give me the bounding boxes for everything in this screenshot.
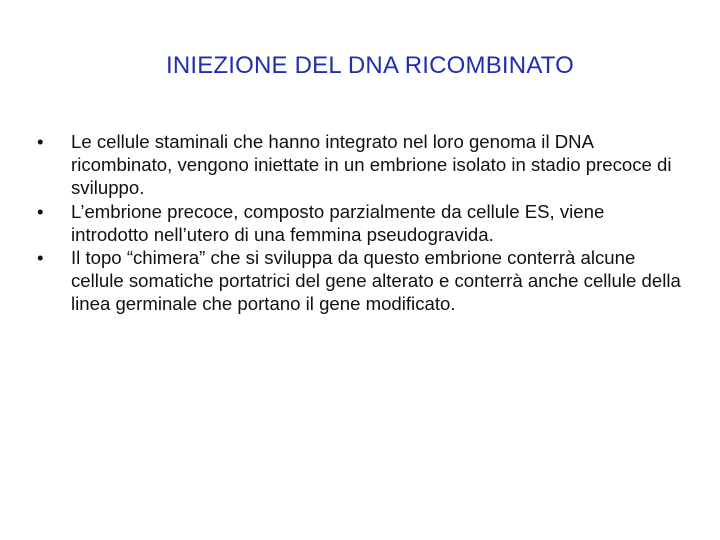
bullet-item xyxy=(36,130,686,200)
bullet-item xyxy=(36,200,686,246)
bullet-icon: • xyxy=(37,131,44,152)
bullet-item xyxy=(36,246,686,316)
bullet-list xyxy=(36,130,686,316)
bullet-icon: • xyxy=(37,247,44,269)
bullet-text: Le cellule staminali che hanno integrato nel loro genoma il DNA ricombinato, vengono iniettate in un embrione isolato in stadio precoce di sviluppo. xyxy=(71,131,672,199)
bullet-text: L’embrione precoce, composto parzialmente da cellule ES, viene introdotto nell’utero di una femmina pseudogravida. xyxy=(71,200,605,245)
bullet-icon: • xyxy=(37,200,44,222)
bullet-text: Il topo “chimera” che si sviluppa da questo embrione conterrà alcune cellule somatiche portatrici del gene alterato e conterrà anche cellule della linea germinale che portano il gene modificato. xyxy=(71,247,681,315)
slide-title: INIEZIONE DEL DNA RICOMBINATO xyxy=(165,52,575,79)
